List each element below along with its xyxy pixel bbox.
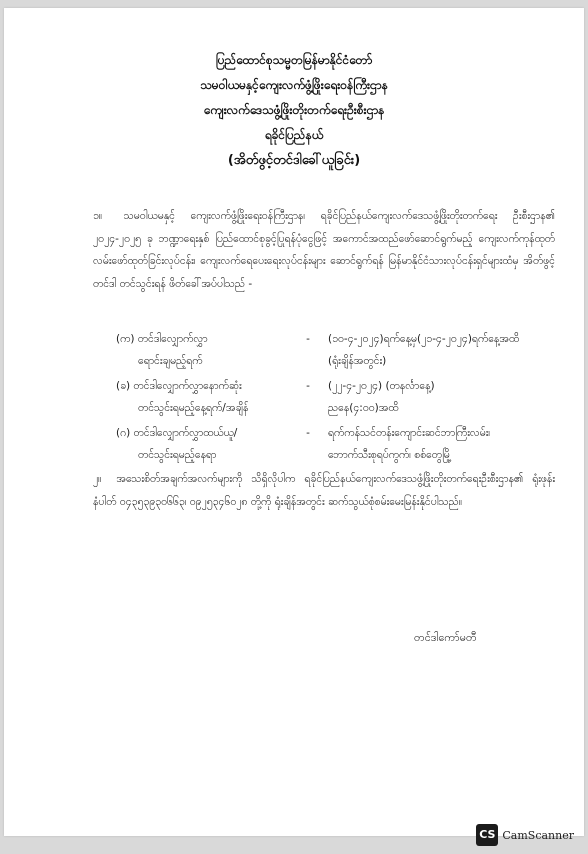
row-label-line: တင်သွင်းရမည့်နေရာ — [138, 449, 217, 461]
row-label-line: ရောင်းချမည့်ရက် — [138, 355, 203, 367]
row-label — [116, 422, 296, 466]
paragraph-2 — [93, 468, 555, 513]
signature-committee: တင်ဒါကော်မတီ — [414, 631, 477, 644]
row-label-line: တင်သွင်းရမည့်နေ့ရက်/အချိန် — [138, 402, 249, 414]
tender-row-sale-date — [116, 328, 566, 375]
header-subject: (အိတ်ဖွင့်တင်ဒါခေါ်ယူခြင်း) — [227, 153, 361, 168]
document-page — [4, 8, 584, 836]
row-value-line: ဘောက်သီးစုရပ်ကွက်၊ စစ်တွေမြို့ — [328, 449, 452, 461]
row-dash: - — [306, 333, 310, 345]
paragraph-1 — [93, 205, 555, 295]
paragraph-1-number: ၁။ — [93, 210, 103, 222]
row-value-line: ရက်ကန်သင်တန်းကျောင်းဆင်ဘာကြီးလမ်း၊ — [328, 427, 491, 439]
row-value-line: (ရုံးချိန်အတွင်း) — [328, 355, 387, 367]
row-value — [328, 328, 564, 372]
row-value-line: ညနေ(၄:၀၀)အထိ — [328, 402, 399, 414]
tender-details — [116, 328, 566, 469]
row-value — [328, 422, 564, 466]
row-label — [116, 328, 296, 372]
row-dash: - — [306, 427, 310, 439]
header-country: ပြည်ထောင်စုသမ္မတမြန်မာနိုင်ငံတော် — [215, 53, 373, 67]
row-value — [328, 375, 564, 419]
document-header — [4, 48, 584, 173]
tender-row-location — [116, 422, 566, 469]
row-value-line: (၁၀-၄-၂၀၂၄)ရက်နေ့မှ(၂၁-၄-၂၀၂၄)ရက်နေ့အထိ — [328, 333, 520, 345]
row-label-line: (ခ) တင်ဒါလျှောက်လွှာနောက်ဆုံး — [116, 380, 242, 392]
paragraph-1-text: သမဝါယမနှင့် ကျေးလက်ဖွံ့ဖြိုးရေးဝန်ကြီးဌာန၊ ရခိုင်ပြည်နယ်ကျေးလက်ဒေသဖွံ့ဖြိုးတိုးတက်ရေး ဦးစီးဌာန၏ ၂၀၂၄-၂၀၂၅ ခု ဘဏ္ဍာရေးနှစ် ပြည်ထောင်စုခွင့်ပြုရန်ပုံငွေဖြင့် အကောင်အထည်ဖော်ဆောင်ရွက်မည့် ကျေးလက်ကုန်ထုတ်လမ်းဖော်ထုတ်ခြင်းလုပ်ငန်း၊ ကျေးလက်ရေပေးရေးလုပ်ငန်းများ ဆောင်ရွက်ရန် မြန်မာနိုင်ငံသားလုပ်ငန်းရှင်များထံမှ အိတ်ဖွင့်တင်ဒါ တင်သွင်းရန် ဖိတ်ခေါ်အပ်ပါသည် - — [93, 210, 555, 290]
tender-row-deadline — [116, 375, 566, 422]
paragraph-2-text: အသေးစိတ်အချက်အလက်များကို သိရှိလိုပါက ရခိုင်ပြည်နယ်ကျေးလက်ဒေသဖွံ့ဖြိုးတိုးတက်ရေးဦးစီးဌာန၏ ရုံးဖုန်းနံပါတ် ၀၄၃၅၃၉၃၀၆၆၃၊ ၀၉၂၅၃၄၆၀၂၈ တို့ကို ရုံးချိန်အတွင်း ဆက်သွယ်စုံစမ်းမေးမြန်းနိုင်ပါသည်။ — [93, 473, 555, 508]
header-department: ကျေးလက်ဒေသဖွံ့ဖြိုးတိုးတက်ရေးဦးစီးဌာန — [203, 103, 385, 117]
camscanner-label: CamScanner — [502, 828, 574, 842]
camscanner-watermark — [476, 824, 574, 846]
row-label — [116, 375, 296, 419]
header-ministry: သမဝါယမနှင့်ကျေးလက်ဖွံ့ဖြိုးရေးဝန်ကြီးဌာန — [200, 78, 388, 92]
row-label-line: (က) တင်ဒါလျှောက်လွှာ — [116, 333, 208, 345]
row-label-line: (ဂ) တင်ဒါလျှောက်လွှာထယ်ယူ/ — [116, 427, 238, 439]
row-value-line: (၂၂-၄-၂၀၂၄) (တနင်္လာနေ့) — [328, 380, 435, 392]
row-dash: - — [306, 380, 310, 392]
camscanner-icon: CS — [476, 824, 498, 846]
paragraph-2-number: ၂။ — [93, 473, 102, 485]
header-region: ရခိုင်ပြည်နယ် — [264, 128, 324, 142]
